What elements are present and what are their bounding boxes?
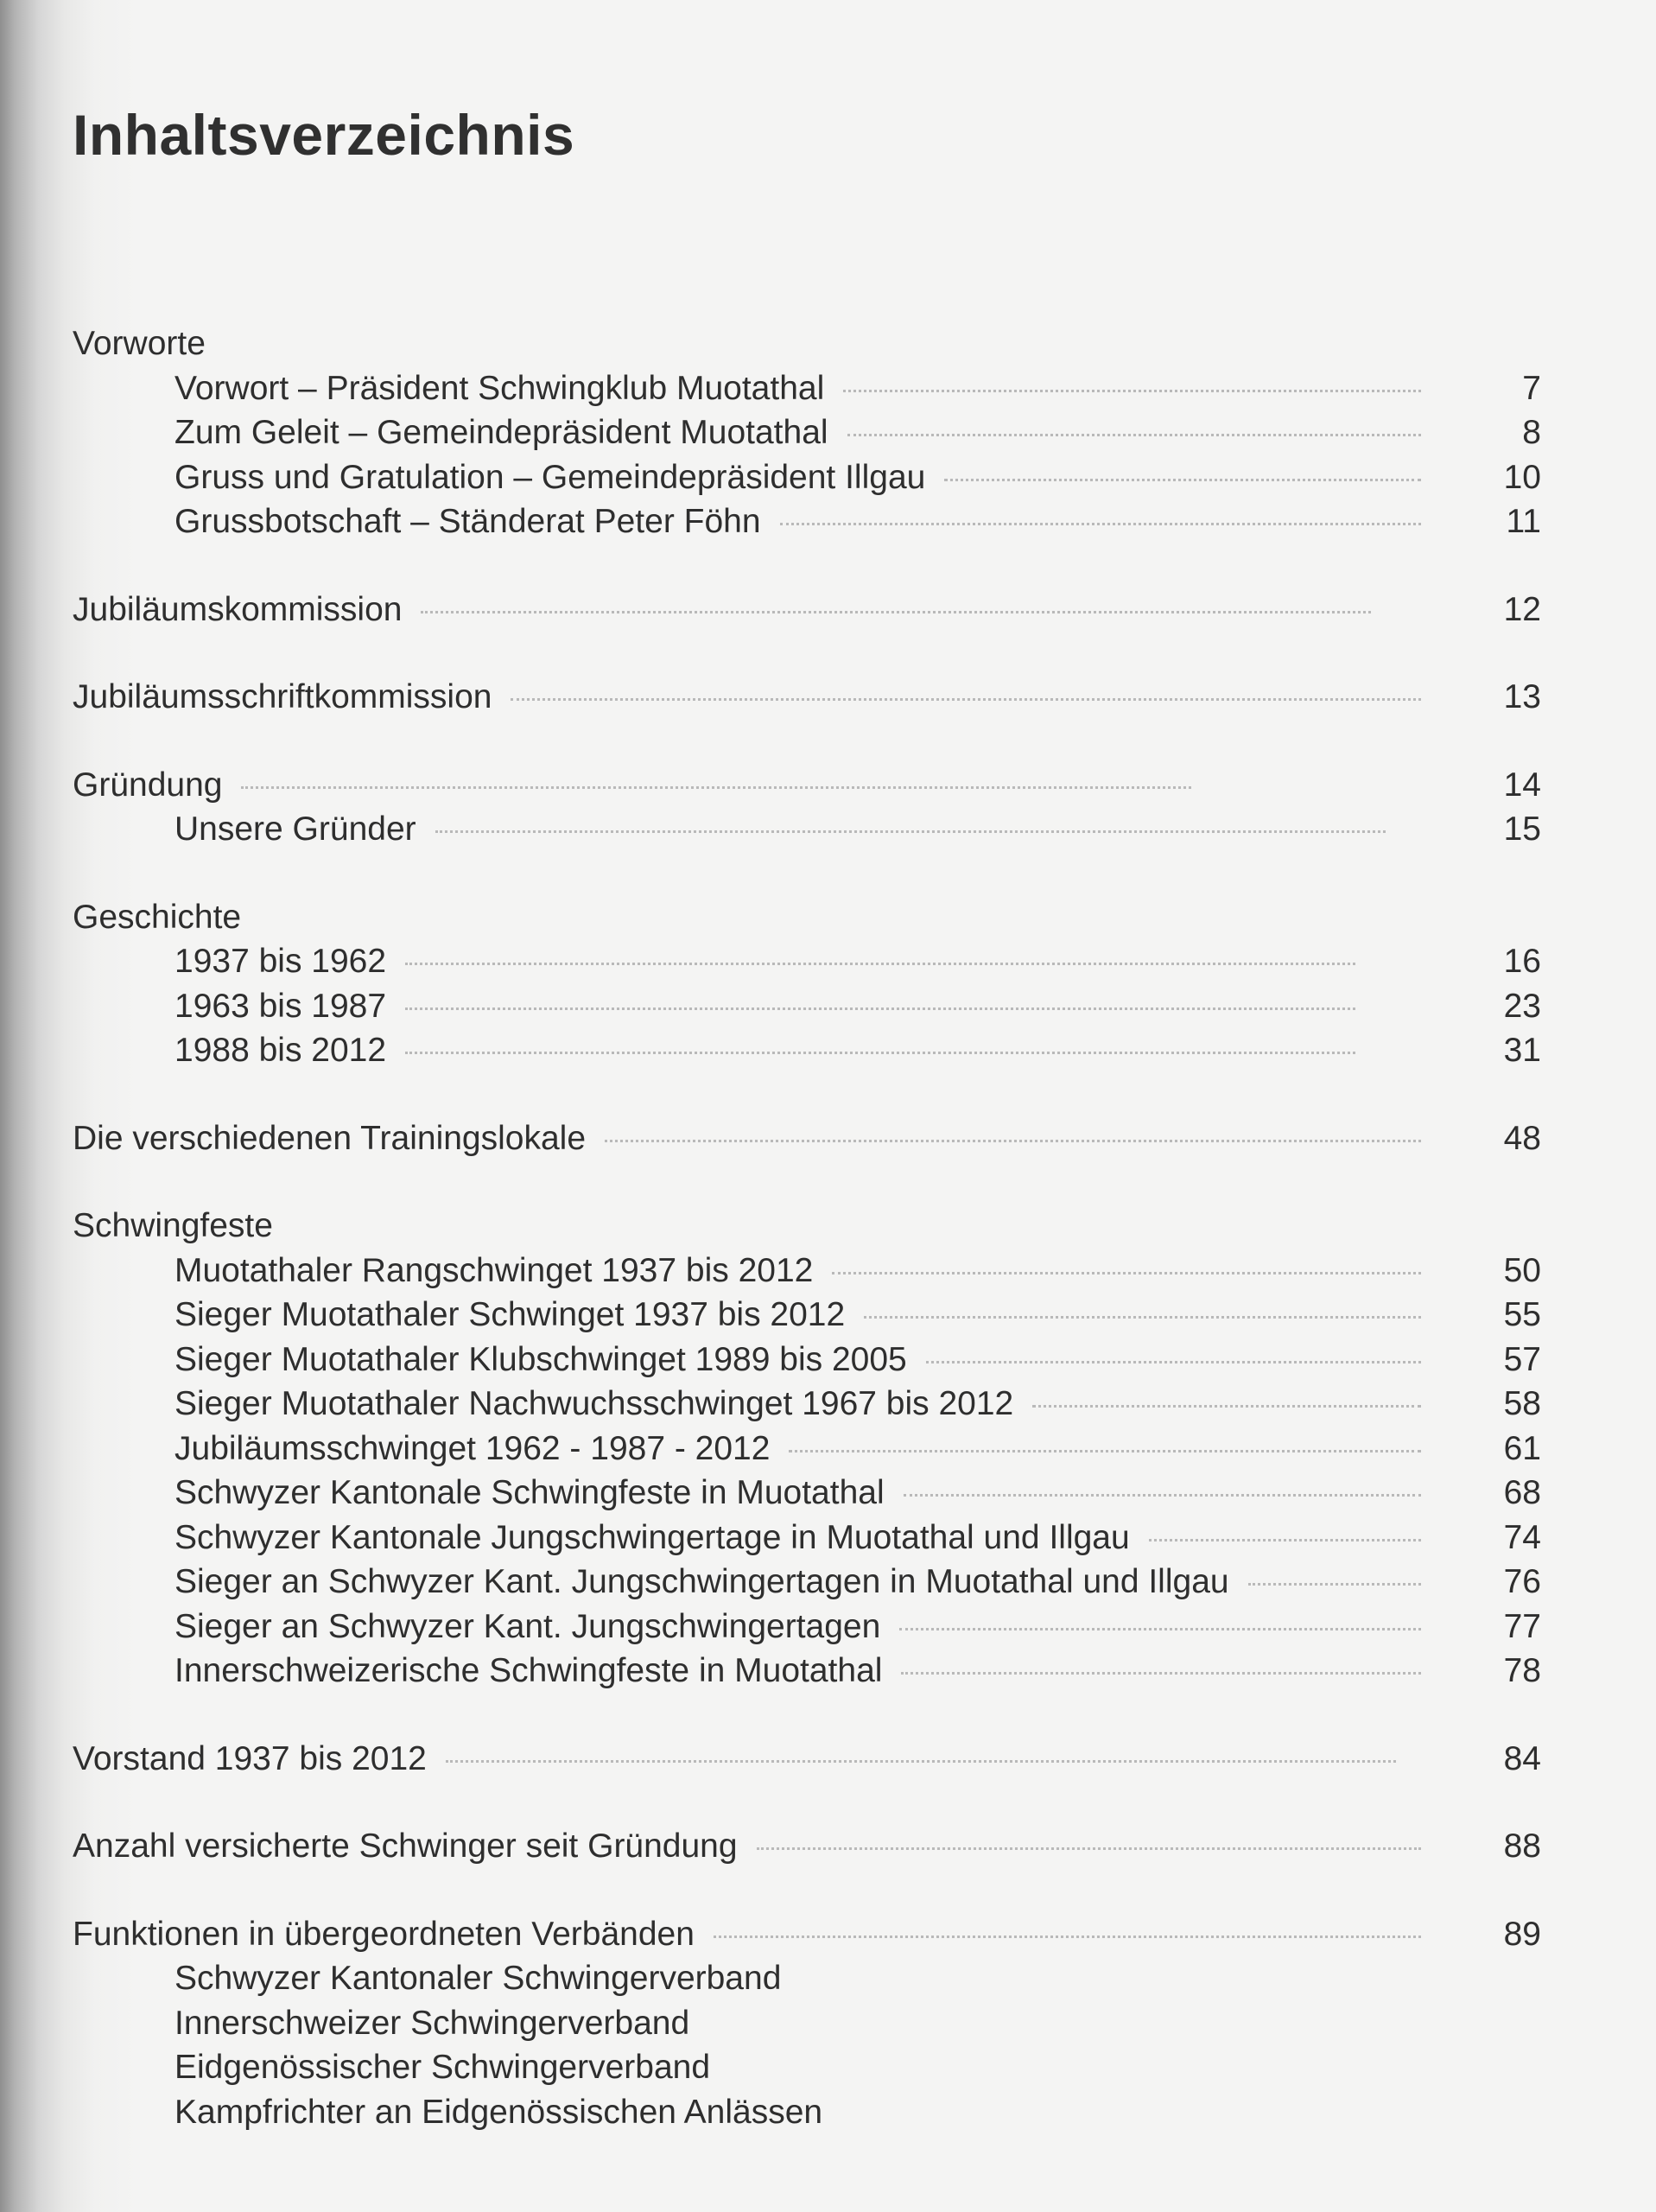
dot-leader — [1248, 1583, 1421, 1586]
dot-leader — [1032, 1405, 1421, 1408]
toc-entry-label: Sieger an Schwyzer Kant. Jungschwingertagen in Muotathal und Illgau — [174, 1563, 1229, 1600]
toc-entry-label: Schwyzer Kantonaler Schwingerverband — [174, 1960, 782, 1997]
dot-leader — [405, 963, 1355, 965]
toc-entry-label: Gruss und Gratulation – Gemeindepräsident Illgau — [174, 458, 926, 496]
toc-page-number: 31 — [1503, 1032, 1541, 1069]
toc-entry-label: 1937 bis 1962 — [174, 943, 387, 980]
toc-entry-label: Grussbotschaft – Ständerat Peter Föhn — [174, 503, 761, 540]
toc-subentry — [73, 1516, 1541, 1560]
toc-section — [73, 1116, 1541, 1161]
toc-entry-label: Schwingfeste — [73, 1207, 273, 1244]
toc-page-number: 74 — [1503, 1518, 1541, 1556]
toc-subentry — [73, 2045, 1541, 2090]
toc-page-number: 10 — [1503, 458, 1541, 496]
toc-entry-label: Jubiläumsschriftkommission — [73, 678, 492, 715]
toc-section-heading — [73, 1737, 1541, 1782]
toc-subentry — [73, 2001, 1541, 2046]
dot-leader — [435, 830, 1386, 833]
toc-section-heading — [73, 895, 1541, 940]
toc-page-number: 12 — [1503, 590, 1541, 628]
toc-page-number: 50 — [1503, 1251, 1541, 1289]
toc-subentry — [73, 1338, 1541, 1382]
toc-page-number: 58 — [1503, 1385, 1541, 1422]
toc-page-number: 61 — [1503, 1429, 1541, 1467]
toc-entry-label: Geschichte — [73, 898, 242, 936]
toc-page-number: 8 — [1522, 414, 1541, 451]
toc-page-number: 57 — [1503, 1340, 1541, 1378]
toc-subentry — [73, 1471, 1541, 1516]
toc-entry-label: Schwyzer Kantonale Schwingfeste in Muotathal — [174, 1474, 885, 1511]
page-title: Inhaltsverzeichnis — [73, 103, 575, 167]
toc-page-number: 48 — [1503, 1119, 1541, 1157]
toc-subentry — [73, 2090, 1541, 2135]
toc-page-number: 16 — [1503, 943, 1541, 980]
toc-subentry — [73, 1382, 1541, 1427]
dot-leader — [789, 1450, 1421, 1452]
dot-leader — [847, 434, 1421, 436]
toc-section — [73, 1737, 1541, 1782]
toc-section — [73, 1912, 1541, 2135]
toc-section — [73, 321, 1541, 544]
toc-entry-label: Schwyzer Kantonale Jungschwingertage in Muotathal und Illgau — [174, 1518, 1130, 1556]
toc-subentry — [73, 455, 1541, 500]
toc-section — [73, 588, 1541, 632]
toc-entry-label: Vorwort – Präsident Schwingklub Muotathal — [174, 369, 825, 407]
toc-section — [73, 675, 1541, 720]
toc-page-number: 55 — [1503, 1296, 1541, 1333]
toc-entry-label: Sieger Muotathaler Nachwuchsschwinget 1967 bis 2012 — [174, 1385, 1014, 1422]
dot-leader — [405, 1007, 1355, 1010]
dot-leader — [241, 786, 1191, 789]
dot-leader — [901, 1672, 1421, 1675]
toc-subentry — [73, 1560, 1541, 1605]
toc-entry-label: Anzahl versicherte Schwinger seit Gründung — [73, 1827, 738, 1865]
toc-subentry — [73, 807, 1541, 852]
toc-entry-label: Zum Geleit – Gemeindepräsident Muotathal — [174, 414, 828, 451]
toc-entry-label: Gründung — [73, 766, 223, 804]
toc-page-number: 14 — [1503, 766, 1541, 804]
dot-leader — [405, 1052, 1355, 1054]
dot-leader — [605, 1140, 1421, 1142]
toc-page-number: 76 — [1503, 1563, 1541, 1600]
dot-leader — [1149, 1539, 1421, 1541]
toc-entry-label: Eidgenössischer Schwingerverband — [174, 2049, 711, 2086]
dot-leader — [843, 390, 1421, 392]
toc-section — [73, 1204, 1541, 1694]
toc-page-number: 77 — [1503, 1607, 1541, 1645]
toc-entry-label: 1988 bis 2012 — [174, 1032, 387, 1069]
toc-section — [73, 763, 1541, 852]
toc-entry-label: Sieger an Schwyzer Kant. Jungschwingertagen — [174, 1607, 881, 1645]
toc-subentry — [73, 410, 1541, 455]
toc-entry-label: Jubiläumskommission — [73, 590, 403, 628]
toc-entry-label: Die verschiedenen Trainingslokale — [73, 1119, 587, 1157]
toc-page-number: 78 — [1503, 1652, 1541, 1689]
dot-leader — [511, 698, 1421, 701]
toc-page-number: 11 — [1506, 503, 1541, 540]
dot-leader — [757, 1847, 1421, 1850]
dot-leader — [446, 1760, 1396, 1763]
toc-subentry — [73, 939, 1541, 984]
dot-leader — [926, 1361, 1421, 1363]
toc-subentry — [73, 1249, 1541, 1294]
toc-subentry — [73, 1293, 1541, 1338]
toc-entry-label: Innerschweizerische Schwingfeste in Muotathal — [174, 1652, 883, 1689]
toc-entry-label: 1963 bis 1987 — [174, 987, 387, 1025]
toc-subentry — [73, 984, 1541, 1029]
dot-leader — [899, 1628, 1421, 1630]
dot-leader — [421, 611, 1371, 613]
dot-leader — [944, 479, 1421, 481]
toc-subentry — [73, 366, 1541, 411]
toc-page-number: 13 — [1503, 678, 1541, 715]
toc-page-number: 23 — [1503, 987, 1541, 1025]
dot-leader — [832, 1272, 1421, 1274]
toc-section — [73, 895, 1541, 1073]
table-of-contents — [73, 321, 1541, 2134]
toc-section-heading — [73, 1912, 1541, 1957]
toc-subentry — [73, 1649, 1541, 1694]
dot-leader — [780, 523, 1421, 525]
toc-section-heading — [73, 1116, 1541, 1161]
toc-page-number: 88 — [1503, 1827, 1541, 1865]
toc-page-number: 84 — [1503, 1739, 1541, 1777]
toc-subentry — [73, 1427, 1541, 1471]
toc-entry-label: Unsere Gründer — [174, 810, 416, 848]
toc-section — [73, 1824, 1541, 1869]
toc-page-number: 89 — [1503, 1915, 1541, 1953]
toc-section-heading — [73, 675, 1541, 720]
toc-entry-label: Vorstand 1937 bis 2012 — [73, 1739, 427, 1777]
toc-section-heading — [73, 1824, 1541, 1869]
dot-leader — [864, 1316, 1421, 1319]
toc-subentry — [73, 1956, 1541, 2001]
toc-entry-label: Funktionen in übergeordneten Verbänden — [73, 1915, 695, 1953]
toc-subentry — [73, 1605, 1541, 1649]
toc-entry-label: Jubiläumsschwinget 1962 - 1987 - 2012 — [174, 1429, 771, 1467]
dot-leader — [714, 1936, 1421, 1938]
toc-entry-label: Kampfrichter an Eidgenössischen Anlässen — [174, 2093, 823, 2131]
toc-page-number: 68 — [1503, 1474, 1541, 1511]
toc-entry-label: Sieger Muotathaler Schwinget 1937 bis 2012 — [174, 1296, 846, 1333]
toc-section-heading — [73, 1204, 1541, 1249]
toc-entry-label: Innerschweizer Schwingerverband — [174, 2004, 690, 2042]
toc-section-heading — [73, 321, 1541, 366]
toc-subentry — [73, 1028, 1541, 1073]
toc-section-heading — [73, 588, 1541, 632]
toc-entry-label: Vorworte — [73, 325, 206, 362]
toc-entry-label: Sieger Muotathaler Klubschwinget 1989 bis 2005 — [174, 1340, 907, 1378]
toc-subentry — [73, 499, 1541, 544]
toc-section-heading — [73, 763, 1541, 808]
toc-page-number: 7 — [1522, 369, 1541, 407]
toc-entry-label: Muotathaler Rangschwinget 1937 bis 2012 — [174, 1251, 814, 1289]
dot-leader — [904, 1494, 1421, 1497]
toc-page-number: 15 — [1503, 810, 1541, 848]
